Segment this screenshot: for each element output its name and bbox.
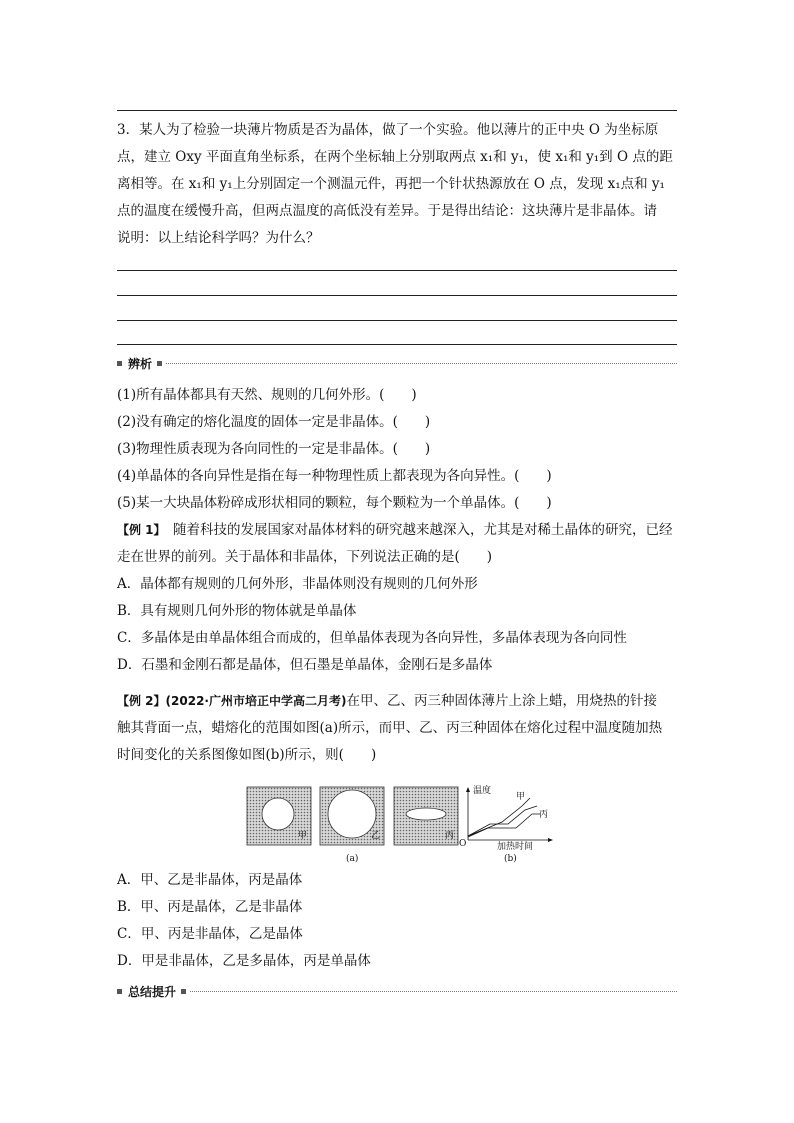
option-b[interactable]: B．甲、丙是晶体，乙是非晶体	[117, 899, 303, 915]
section-title: 总结提升	[128, 984, 177, 999]
square-bullet-icon	[117, 361, 122, 366]
origin-label: O	[459, 839, 467, 849]
judge-item: (2)没有确定的熔化温度的固体一定是非晶体。( )	[117, 414, 431, 430]
square-bullet-icon	[117, 989, 122, 994]
example-text: 时间变化的关系图像如图(b)所示，则( )	[117, 747, 377, 763]
example-source: (2022·广州市培正中学高二月考)	[165, 694, 347, 708]
curve-yi	[468, 798, 530, 836]
top-divider	[117, 110, 677, 111]
section-header-judge	[117, 356, 677, 370]
section-title: 辨析	[128, 356, 153, 371]
judge-item: (1)所有晶体都具有天然、规则的几何外形。( )	[117, 387, 417, 403]
example-2	[117, 688, 687, 769]
melt-region-circle-small	[262, 798, 294, 830]
panel-label-bing: 丙	[445, 831, 455, 841]
dotted-divider	[190, 991, 677, 992]
square-bullet-icon	[181, 989, 186, 994]
answer-line[interactable]	[117, 295, 677, 296]
option-a[interactable]: A．甲、乙是非晶体，丙是晶体	[117, 872, 303, 888]
q3-line: 说明：以上结论科学吗？为什么？	[117, 230, 320, 246]
question-3	[117, 117, 687, 252]
square-bullet-icon	[157, 361, 162, 366]
example-text: 在甲、乙、丙三种固体薄片上涂上蜡，用烧热的针接	[346, 693, 657, 709]
figure-svg	[240, 784, 560, 864]
y-axis-label: 温度	[473, 786, 492, 796]
answer-line[interactable]	[117, 270, 677, 271]
x-axis-arrow-icon	[548, 838, 553, 842]
figure	[240, 784, 560, 864]
option-d[interactable]: D．石墨和金刚石都是晶体，但石墨是单晶体，金刚石是多晶体	[117, 657, 493, 673]
judge-item: (4)单晶体的各向异性是指在每一种物理性质上都表现为各向异性。( )	[117, 468, 552, 484]
y-axis-arrow-icon	[466, 787, 470, 792]
judge-list	[117, 382, 687, 517]
curve-label-bing: 丙	[539, 810, 549, 820]
example-text: 随着科技的发展国家对晶体材料的研究越来越深入，尤其是对稀土晶体的研究，已经	[159, 522, 673, 538]
q3-line: 点的温度在缓慢升高，但两点温度的高低没有差异。于是得出结论：这块薄片是非晶体。请	[117, 203, 657, 219]
melt-region-ellipse	[406, 808, 446, 820]
figure-label-a: (a)	[346, 854, 359, 864]
melt-region-circle-large	[328, 790, 376, 838]
example-1	[117, 517, 687, 679]
section-header-summary	[117, 984, 677, 998]
example-text: 走在世界的前列。关于晶体和非晶体，下列说法正确的是( )	[117, 549, 493, 565]
judge-item: (3)物理性质表现为各向同性的一定是非晶体。( )	[117, 441, 431, 457]
x-axis-label: 加热时间	[497, 842, 534, 852]
q3-line: 3．某人为了检验一块薄片物质是否为晶体，做了一个实验。他以薄片的正中央 O 为坐标原	[117, 122, 659, 138]
answer-line[interactable]	[117, 344, 677, 345]
curve-bing	[468, 814, 540, 837]
example-tag: 【例 1】	[117, 523, 160, 537]
q3-line: 离相等。在 x₁和 y₁上分别固定一个测温元件，再把一个针状热源放在 O 点，发现 x₁点和 y₁	[117, 176, 665, 192]
option-d[interactable]: D．甲是非晶体，乙是多晶体，丙是单晶体	[117, 953, 371, 969]
example-tag: 【例 2】	[117, 694, 166, 708]
example-2-options	[117, 867, 687, 975]
panel-label-yi: 乙	[371, 831, 381, 841]
curve-label-jia: 甲	[516, 792, 526, 802]
option-c[interactable]: C．甲、丙是非晶体，乙是晶体	[117, 926, 303, 942]
judge-item: (5)某一大块晶体粉碎成形状相同的颗粒，每个颗粒为一个单晶体。( )	[117, 495, 552, 511]
panel-label-jia: 甲	[298, 831, 308, 841]
q3-line: 点，建立 Oxy 平面直角坐标系，在两个坐标轴上分别取两点 x₁和 y₁，使 x₁和 y₁到 O 点的距	[117, 149, 673, 165]
option-c[interactable]: C．多晶体是由单晶体组合而成的，但单晶体表现为各向异性，多晶体表现为各向同性	[117, 630, 627, 646]
figure-label-b: (b)	[504, 854, 517, 864]
option-a[interactable]: A．晶体都有规则的几何外形，非晶体则没有规则的几何外形	[117, 576, 478, 592]
option-b[interactable]: B．具有规则几何外形的物体就是单晶体	[117, 603, 357, 619]
dotted-divider	[166, 363, 677, 364]
answer-line[interactable]	[117, 320, 677, 321]
example-text: 触其背面一点，蜡熔化的范围如图(a)所示，而甲、乙、丙三种固体在熔化过程中温度随加热	[117, 720, 663, 736]
